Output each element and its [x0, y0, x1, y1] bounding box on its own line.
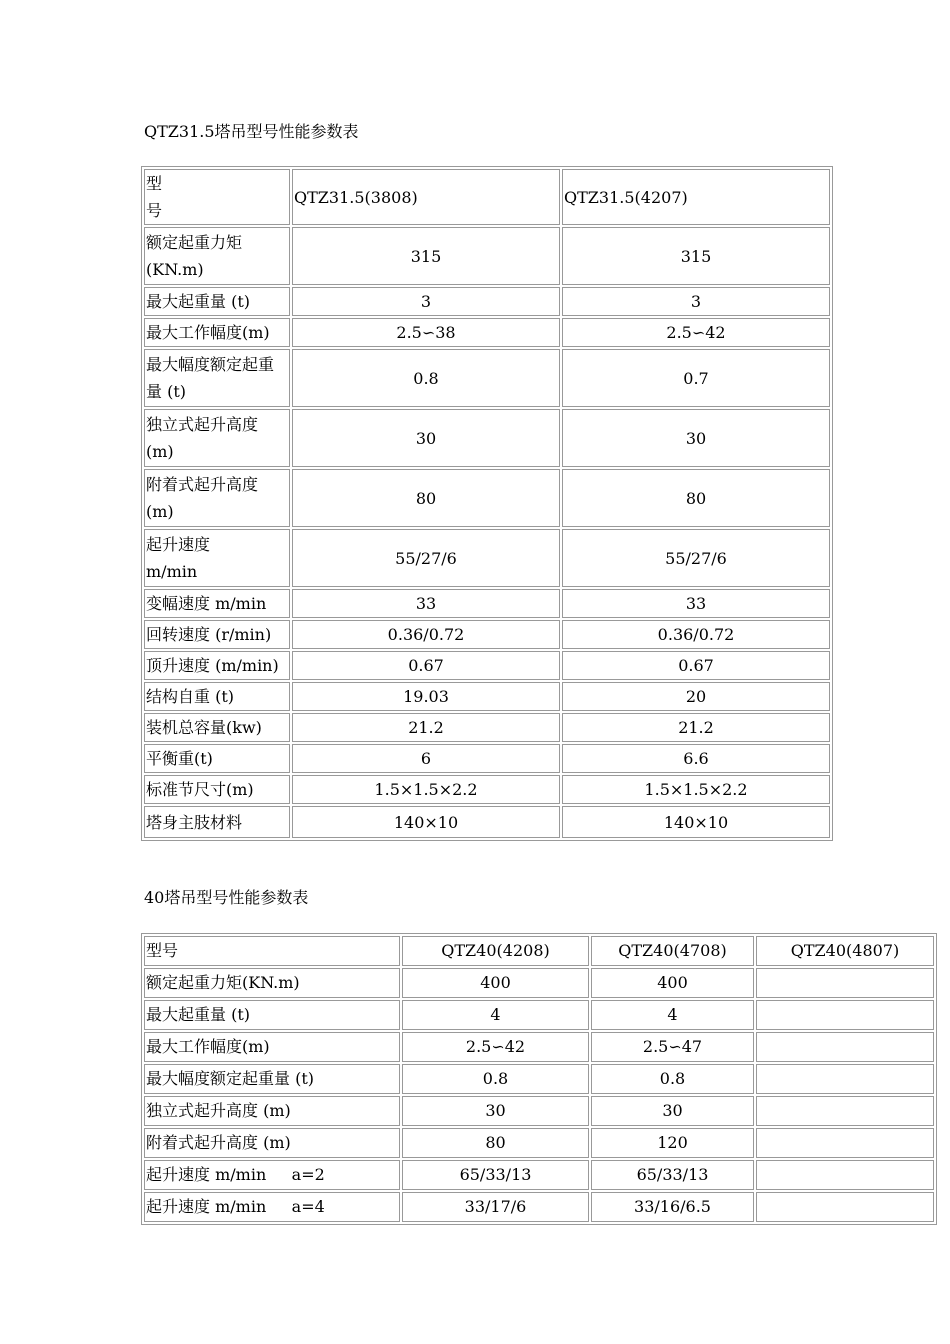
param-value-cell: 140×10: [562, 806, 830, 838]
param-label-cell: 标准节尺寸(m): [144, 775, 290, 804]
param-value-cell: 33/17/6: [402, 1192, 589, 1222]
param-value-cell: 19.03: [292, 682, 560, 711]
param-value-cell: [756, 1096, 934, 1126]
param-label-cell: 最大幅度额定起重量 (t): [144, 1064, 400, 1094]
param-value-cell: [756, 968, 934, 998]
qtz31-5-spec-table: [141, 166, 833, 841]
param-value-cell: 0.36/0.72: [562, 620, 830, 649]
header-model-cell: QTZ31.5(3808): [292, 169, 560, 225]
param-value-cell: 65/33/13: [591, 1160, 754, 1190]
header-label-cell: 型号: [144, 936, 400, 966]
param-value-cell: 0.67: [562, 651, 830, 680]
param-label-cell: 最大起重量 (t): [144, 1000, 400, 1030]
table1-row: [144, 287, 830, 316]
table2-row: [144, 1000, 934, 1030]
table1-title: QTZ31.5塔吊型号性能参数表: [144, 122, 359, 141]
table2-row: [144, 1160, 934, 1190]
header-model-cell: QTZ31.5(4207): [562, 169, 830, 225]
param-label-cell: 塔身主肢材料: [144, 806, 290, 838]
table2-row: [144, 1032, 934, 1062]
table1-row: [144, 469, 830, 527]
param-value-cell: 30: [562, 409, 830, 467]
param-value-cell: 55/27/6: [292, 529, 560, 587]
param-value-cell: 0.8: [591, 1064, 754, 1094]
param-value-cell: 3: [562, 287, 830, 316]
param-label-cell: 平衡重(t): [144, 744, 290, 773]
param-value-cell: 0.36/0.72: [292, 620, 560, 649]
param-value-cell: 6: [292, 744, 560, 773]
header-label-cell: 型 号: [144, 169, 290, 225]
param-label-cell: 装机总容量(kw): [144, 713, 290, 742]
param-value-cell: 2.5∽38: [292, 318, 560, 347]
table1-row: [144, 318, 830, 347]
table1-row: [144, 529, 830, 587]
table1-row: [144, 682, 830, 711]
table2-row: [144, 1096, 934, 1126]
table1-row: [144, 775, 830, 804]
param-value-cell: 3: [292, 287, 560, 316]
table1-row: [144, 651, 830, 680]
param-value-cell: 33: [292, 589, 560, 618]
param-value-cell: 65/33/13: [402, 1160, 589, 1190]
param-value-cell: [756, 1064, 934, 1094]
param-value-cell: [756, 1000, 934, 1030]
param-label-cell: 最大工作幅度(m): [144, 318, 290, 347]
param-label-cell: 回转速度 (r/min): [144, 620, 290, 649]
param-value-cell: 1.5×1.5×2.2: [562, 775, 830, 804]
param-value-cell: 6.6: [562, 744, 830, 773]
param-value-cell: 315: [292, 227, 560, 285]
param-label-cell: 起升速度 m/min a=2: [144, 1160, 400, 1190]
table2-row: [144, 1064, 934, 1094]
table1-header-row: [144, 169, 830, 225]
table2-row: [144, 1128, 934, 1158]
param-value-cell: [756, 1128, 934, 1158]
param-value-cell: 4: [591, 1000, 754, 1030]
param-value-cell: 33/16/6.5: [591, 1192, 754, 1222]
table1-row: [144, 744, 830, 773]
param-value-cell: 2.5∽42: [402, 1032, 589, 1062]
param-value-cell: 21.2: [562, 713, 830, 742]
param-value-cell: 55/27/6: [562, 529, 830, 587]
param-label-cell: 独立式起升高度 (m): [144, 409, 290, 467]
param-value-cell: 30: [402, 1096, 589, 1126]
param-value-cell: 80: [402, 1128, 589, 1158]
param-label-cell: 起升速度 m/min a=4: [144, 1192, 400, 1222]
table1-row: [144, 227, 830, 285]
param-label-cell: 附着式起升高度 (m): [144, 1128, 400, 1158]
param-value-cell: 30: [591, 1096, 754, 1126]
param-value-cell: [756, 1032, 934, 1062]
table2-row: [144, 968, 934, 998]
param-value-cell: [756, 1160, 934, 1190]
param-value-cell: 2.5∽42: [562, 318, 830, 347]
table2-row: [144, 1192, 934, 1222]
param-value-cell: 400: [591, 968, 754, 998]
param-value-cell: 33: [562, 589, 830, 618]
table2-title: 40塔吊型号性能参数表: [144, 888, 309, 907]
table1-row: [144, 349, 830, 407]
param-value-cell: 400: [402, 968, 589, 998]
param-label-cell: 附着式起升高度 (m): [144, 469, 290, 527]
table1-row: [144, 620, 830, 649]
param-value-cell: 0.8: [402, 1064, 589, 1094]
param-label-cell: 额定起重力矩 (KN.m): [144, 227, 290, 285]
param-value-cell: 1.5×1.5×2.2: [292, 775, 560, 804]
param-value-cell: 4: [402, 1000, 589, 1030]
param-label-cell: 结构自重 (t): [144, 682, 290, 711]
param-value-cell: 30: [292, 409, 560, 467]
param-value-cell: 315: [562, 227, 830, 285]
param-value-cell: 140×10: [292, 806, 560, 838]
table1-row: [144, 589, 830, 618]
param-label-cell: 独立式起升高度 (m): [144, 1096, 400, 1126]
param-label-cell: 顶升速度 (m/min): [144, 651, 290, 680]
header-model-cell: QTZ40(4807): [756, 936, 934, 966]
param-value-cell: 80: [562, 469, 830, 527]
header-model-cell: QTZ40(4208): [402, 936, 589, 966]
table2-header-row: [144, 936, 934, 966]
table1-row: [144, 806, 830, 838]
param-value-cell: 2.5∽47: [591, 1032, 754, 1062]
param-value-cell: 0.8: [292, 349, 560, 407]
header-model-cell: QTZ40(4708): [591, 936, 754, 966]
param-label-cell: 变幅速度 m/min: [144, 589, 290, 618]
param-value-cell: 0.67: [292, 651, 560, 680]
param-label-cell: 起升速度 m/min: [144, 529, 290, 587]
param-label-cell: 最大幅度额定起重 量 (t): [144, 349, 290, 407]
table1-row: [144, 713, 830, 742]
param-label-cell: 最大工作幅度(m): [144, 1032, 400, 1062]
param-value-cell: 21.2: [292, 713, 560, 742]
param-value-cell: [756, 1192, 934, 1222]
param-label-cell: 最大起重量 (t): [144, 287, 290, 316]
param-value-cell: 0.7: [562, 349, 830, 407]
table1-row: [144, 409, 830, 467]
param-value-cell: 20: [562, 682, 830, 711]
qtz40-spec-table: [141, 933, 937, 1225]
param-value-cell: 80: [292, 469, 560, 527]
param-label-cell: 额定起重力矩(KN.m): [144, 968, 400, 998]
param-value-cell: 120: [591, 1128, 754, 1158]
